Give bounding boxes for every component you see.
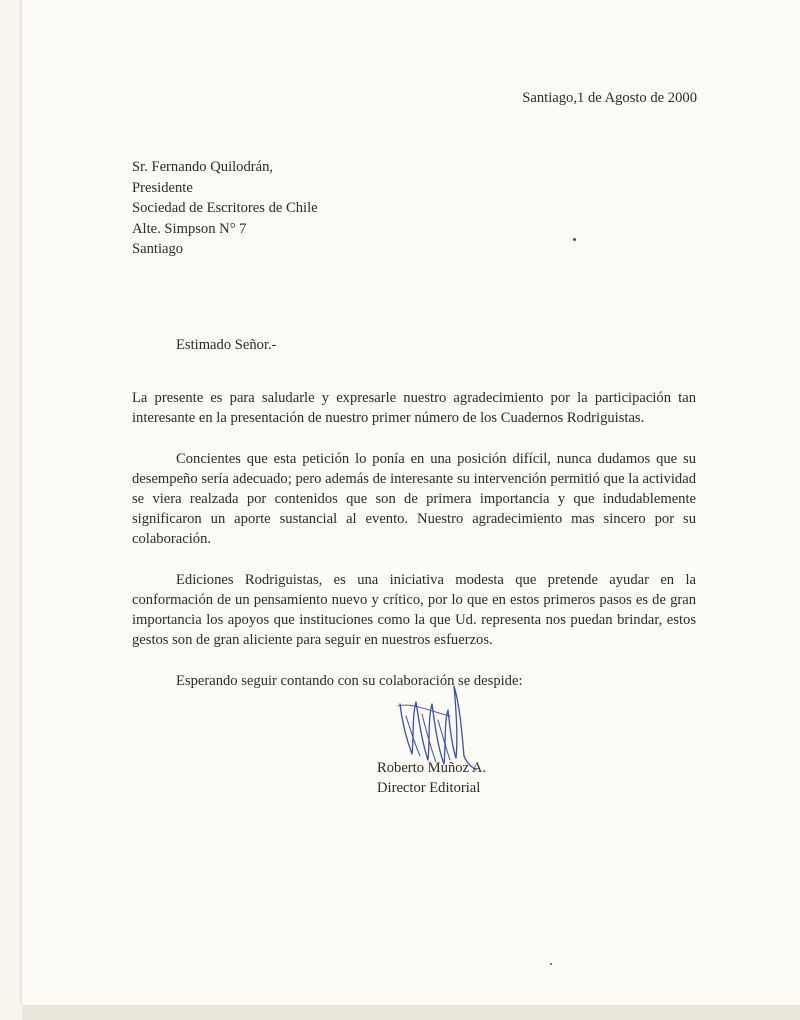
letter-body — [132, 388, 696, 712]
paragraph-3: Ediciones Rodriguistas, es una iniciativa modesta que pretende ayudar en la conformación de un pensamiento nuevo y crítico, por lo que en estos primeros pasos es de gran importancia los apoyos que instituciones como la que Ud. representa nos puedan brindar, estos gestos son de gran aliciente para seguir en nuestros esfuerzos. — [132, 572, 696, 648]
recipient-street: Alte. Simpson N° 7 — [132, 220, 247, 237]
signatory-position: Director Editorial — [377, 780, 481, 796]
paragraph-1: La presente es para saludarle y expresarle nuestro agradecimiento por la participación tan interesante en la presentación de nuestro primer número de los Cuadernos Rodriguistas. — [132, 390, 696, 426]
paper-speck — [550, 963, 552, 965]
paragraph-2: Concientes que esta petición lo ponía en una posición difícil, nunca dudamos que su desempeño sería adecuado; pero además de interesante su intervención permitió que la actividad se viera realzada por contenidos que son de primera importancia y que indudablemente significaron un aporte sustancial al evento. Nuestro agradecimiento mas sincero por su colaboración. — [132, 451, 696, 547]
recipient-title: Presidente — [132, 179, 193, 196]
recipient-city: Santiago — [132, 241, 184, 257]
letter-date: Santiago,1 de Agosto de 2000 — [522, 90, 697, 106]
signatory-name: Roberto Muñoz A. — [377, 760, 487, 776]
signatory-block — [377, 758, 486, 798]
recipient-organization: Sociedad de Escritores de Chile — [132, 200, 318, 216]
closing-line: Esperando seguir contando con su colaboración se despide: — [176, 673, 523, 689]
recipient-address — [132, 157, 318, 260]
salutation: Estimado Señor.- — [176, 337, 277, 353]
recipient-name: Sr. Fernando Quilodrán, — [132, 159, 274, 175]
paper-speck — [573, 238, 576, 241]
